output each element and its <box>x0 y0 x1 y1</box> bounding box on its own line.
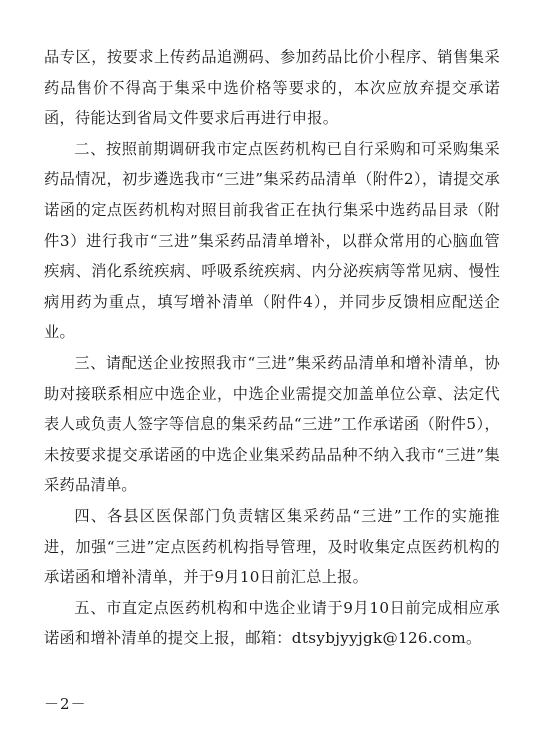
document-body <box>44 42 500 654</box>
paragraph-item-5: 五、市直定点医药机构和中选企业请于9月10日前完成相应承诺函和增补清单的提交上报，邮箱：dtsybjyyjgk@126.com。 <box>44 598 500 648</box>
paragraph-item-4: 四、各县区医保部门负责辖区集采药品“三进”工作的实施推进，加强“三进”定点医药机构指导管理，及时收集定点医药机构的承诺函和增补清单，并于9月10日前汇总上报。 <box>44 506 500 587</box>
paragraph-continuation: 品专区，按要求上传药品追溯码、参加药品比价小程序、销售集采药品售价不得高于集采中选价格等要求的，本次应放弃提交承诺函，待能达到省局文件要求后再进行申报。 <box>44 48 500 128</box>
paragraph-item-3: 三、请配送企业按照我市“三进”集采药品清单和增补清单，协助对接联系相应中选企业，中选企业需提交加盖单位公章、法定代表人或负责人签字等信息的集采药品“三进”工作承诺函（附件5），未按要求提交承诺函的中选企业集采药品品种不纳入我市“三进”集采药品清单。 <box>44 353 500 495</box>
paragraph-item-2: 二、按照前期调研我市定点医药机构已自行采购和可采购集采药品情况，初步遴选我市“三进”集采药品清单（附件2），请提交承诺函的定点医药机构对照目前我省正在执行集采中选药品目录（附件3）进行我市“三进”集采药品清单增补，以群众常用的心脑血管疾病、消化系统疾病、呼吸系统疾病、内分泌疾病等常见病、慢性病用药为重点，填写增补清单（附件4），并同步反馈相应配送企业。 <box>44 139 500 342</box>
page-number: －2－ <box>44 695 87 713</box>
